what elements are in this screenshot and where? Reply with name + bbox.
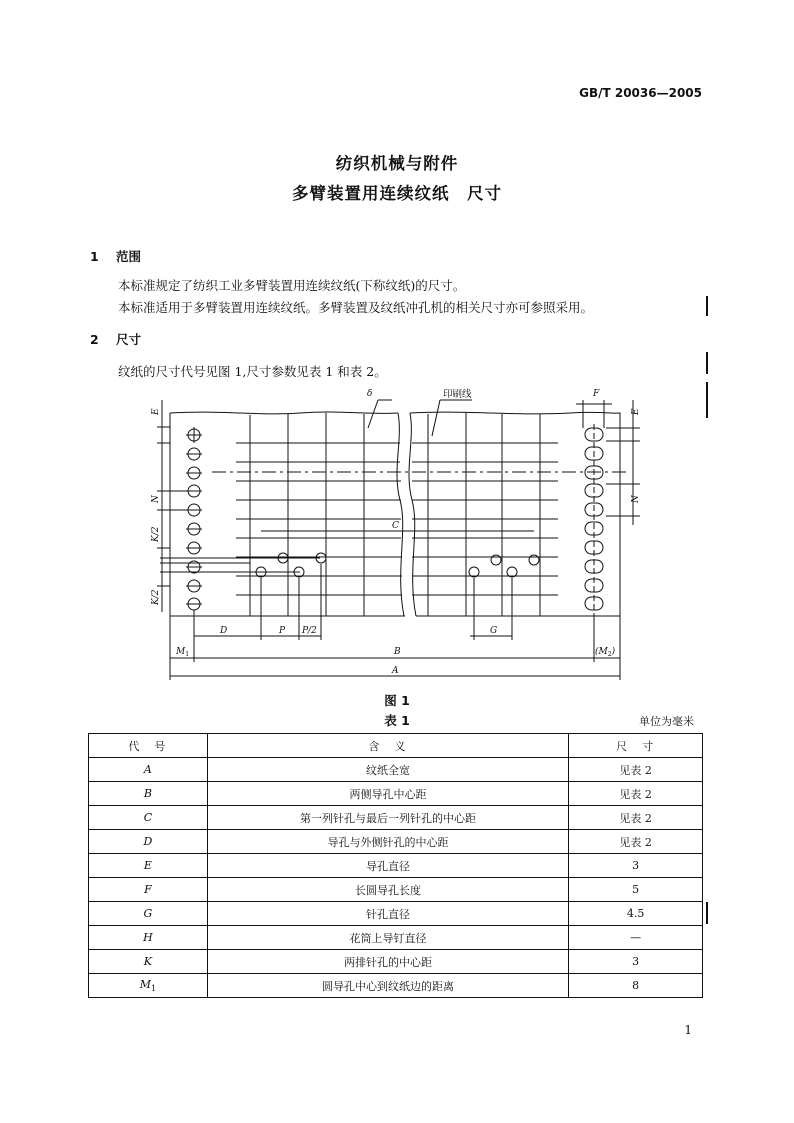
row-code: K <box>89 950 208 974</box>
row-size: 4.5 <box>569 902 703 926</box>
header-code: 代 号 <box>89 734 208 758</box>
label-K2-upper: K/2 <box>151 526 161 542</box>
section-1-para-2: 本标准适用于多臂装置用连续纹纸。多臂装置及纹纸冲孔机的相关尺寸亦可参照采用。 <box>118 300 594 315</box>
grid-rows-right <box>412 443 558 595</box>
label-E-left: E <box>151 408 161 415</box>
label-F: F <box>593 389 600 399</box>
table-row <box>89 974 703 998</box>
row-meaning: 纹纸全宽 <box>207 758 568 782</box>
row-size: 见表 2 <box>569 806 703 830</box>
label-K2-lower: K/2 <box>151 589 161 605</box>
row-size: 见表 2 <box>569 830 703 854</box>
label-B: B <box>394 647 401 657</box>
label-G: G <box>490 626 498 636</box>
figure-caption: 图 1 <box>384 693 410 708</box>
row-code: E <box>89 854 208 878</box>
label-P2: P/2 <box>302 626 317 636</box>
table-row <box>89 878 703 902</box>
table-row <box>89 902 703 926</box>
table-row <box>89 854 703 878</box>
row-meaning: 圆导孔中心到纹纸边的距离 <box>207 974 568 998</box>
table-row <box>89 782 703 806</box>
table-row <box>89 758 703 782</box>
section-1-heading: 1 范围 <box>90 249 142 264</box>
row-meaning: 长圆导孔长度 <box>207 878 568 902</box>
section-2-heading: 2 尺寸 <box>90 332 142 347</box>
table-row <box>89 806 703 830</box>
table-caption: 表 1 <box>384 713 410 728</box>
table-row <box>89 950 703 974</box>
change-bar <box>706 902 708 924</box>
label-M1: $M_1$ <box>176 647 190 658</box>
row-size: 8 <box>569 974 703 998</box>
row-code: G <box>89 902 208 926</box>
label-delta: δ <box>367 389 373 399</box>
title-line-1: 纺织机械与附件 <box>335 154 459 173</box>
row-code: A <box>89 758 208 782</box>
label-E-right: E <box>631 408 641 415</box>
row-meaning: 针孔直径 <box>207 902 568 926</box>
table-row <box>89 830 703 854</box>
section-1-para-1: 本标准规定了纺织工业多臂装置用连续纹纸(下称纹纸)的尺寸。 <box>118 278 466 293</box>
row-code: H <box>89 926 208 950</box>
table-header-row <box>89 734 703 758</box>
label-P: P <box>279 626 286 636</box>
header-meaning: 含 义 <box>207 734 568 758</box>
row-size: — <box>569 926 703 950</box>
row-code: F <box>89 878 208 902</box>
label-M2: $(M_2)$ <box>595 647 616 658</box>
row-meaning: 两侧导孔中心距 <box>207 782 568 806</box>
row-size: 3 <box>569 854 703 878</box>
header-size: 尺 寸 <box>569 734 703 758</box>
label-print-line: 印刷线 <box>443 389 472 400</box>
row-meaning: 花筒上导钉直径 <box>207 926 568 950</box>
row-meaning: 导孔与外侧针孔的中心距 <box>207 830 568 854</box>
row-size: 5 <box>569 878 703 902</box>
unit-note: 单位为毫米 <box>639 715 694 728</box>
row-code: B <box>89 782 208 806</box>
label-N-right: N <box>631 495 641 503</box>
row-meaning: 两排针孔的中心距 <box>207 950 568 974</box>
label-D: D <box>220 626 228 636</box>
row-meaning: 导孔直径 <box>207 854 568 878</box>
row-code: $M_1$ <box>89 974 208 998</box>
row-code: D <box>89 830 208 854</box>
label-N-left: N <box>151 495 161 503</box>
page-number: 1 <box>684 1023 692 1037</box>
table-row <box>89 926 703 950</box>
label-C: C <box>392 521 399 531</box>
round-guide-holes <box>188 429 200 610</box>
dimension-table <box>88 733 703 998</box>
section-2-para-1: 纹纸的尺寸代号见图 1,尺寸参数见表 1 和表 2。 <box>118 364 387 379</box>
row-meaning: 第一列针孔与最后一列针孔的中心距 <box>207 806 568 830</box>
row-code: C <box>89 806 208 830</box>
title-line-2: 多臂装置用连续纹纸 尺寸 <box>292 184 502 203</box>
row-size: 见表 2 <box>569 782 703 806</box>
label-A: A <box>392 666 399 676</box>
oblong-guide-holes <box>585 424 603 614</box>
dim-left-vertical <box>157 400 188 612</box>
standard-number: GB/T 20036—2005 <box>579 86 702 100</box>
row-size: 3 <box>569 950 703 974</box>
row-size: 见表 2 <box>569 758 703 782</box>
